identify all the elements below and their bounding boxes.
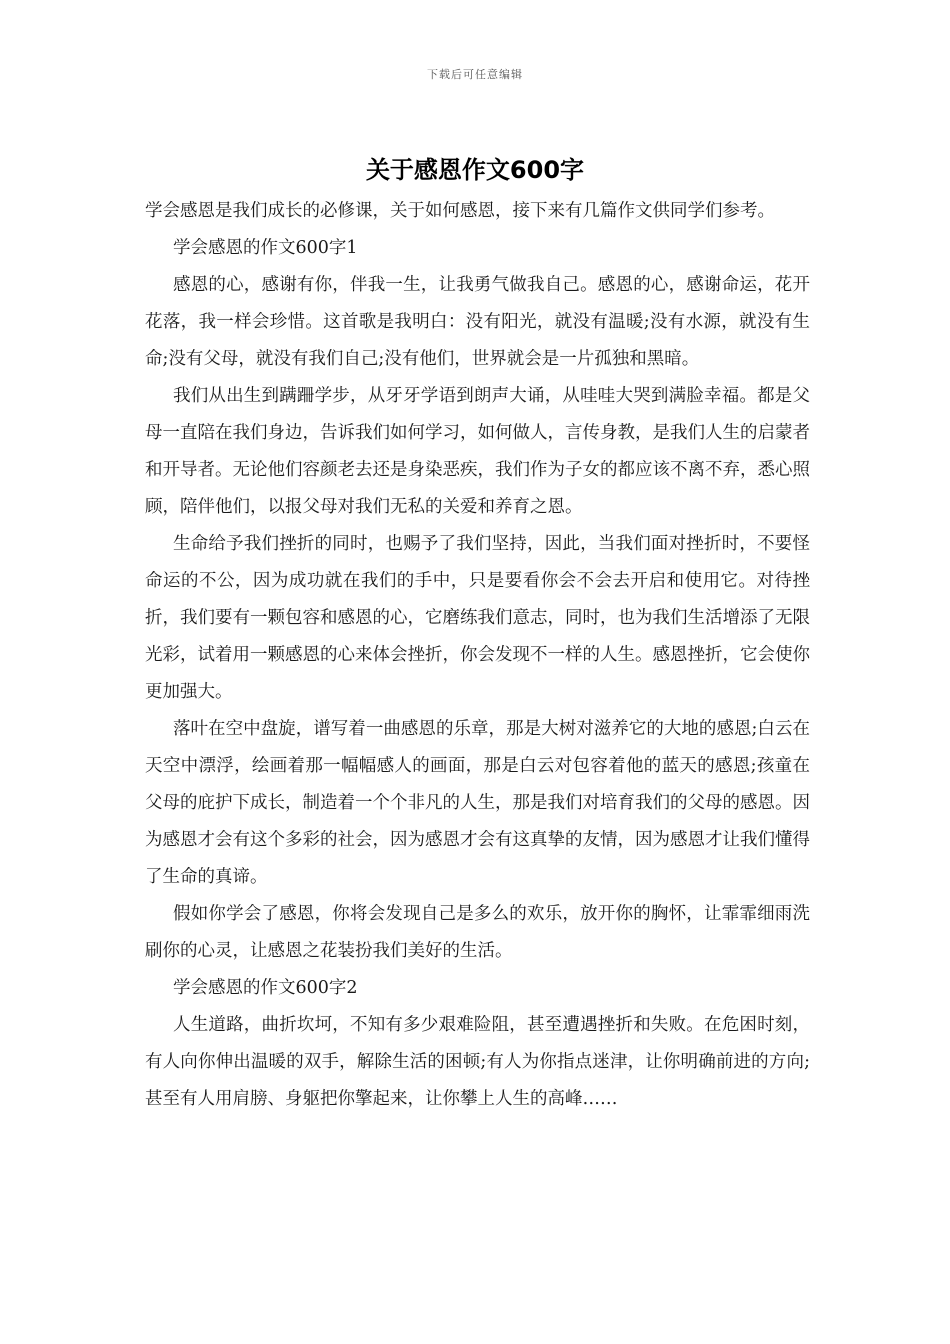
body-paragraph: 落叶在空中盘旋，谱写着一曲感恩的乐章，那是大树对滋养它的大地的感恩;白云在天空中漂浮，绘画着那一幅幅感人的画面，那是白云对包容着他的蓝天的感恩;孩童在父母的庇护下成长，制造着一个个非凡的人生，那是我们对培育我们的父母的感恩。因为感恩才会有这个多彩的社会，因为感恩才会有这真挚的友情，因为感恩才让我们懂得了生命的真谛。 xyxy=(145,719,810,887)
section-heading-2: 学会感恩的作文600字2 xyxy=(173,978,358,998)
body-paragraph: 人生道路，曲折坎坷，不知有多少艰难险阻，甚至遭遇挫折和失败。在危困时刻，有人向你伸出温暖的双手，解除生活的困顿;有人为你指点迷津，让你明确前进的方向;甚至有人用肩膀、身躯把你擎起来，让你攀上人生的高峰…… xyxy=(145,1015,810,1109)
body-paragraph: 感恩的心，感谢有你，伴我一生，让我勇气做我自己。感恩的心，感谢命运，花开花落，我一样会珍惜。这首歌是我明白：没有阳光，就没有温暖;没有水源，就没有生命;没有父母，就没有我们自己;没有他们，世界就会是一片孤独和黑暗。 xyxy=(145,275,810,369)
body-paragraph: 生命给予我们挫折的同时，也赐予了我们坚持，因此，当我们面对挫折时，不要怪命运的不公，因为成功就在我们的手中，只是要看你会不会去开启和使用它。对待挫折，我们要有一颗包容和感恩的心，它磨练我们意志，同时，也为我们生活增添了无限光彩，试着用一颗感恩的心来体会挫折，你会发现不一样的人生。感恩挫折，它会使你更加强大。 xyxy=(145,534,810,702)
page-header-note: 下载后可任意编辑 xyxy=(427,68,523,81)
intro-paragraph: 学会感恩是我们成长的必修课，关于如何感恩，接下来有几篇作文供同学们参考。 xyxy=(145,201,775,221)
document-title: 关于感恩作文600字 xyxy=(365,156,585,184)
section-heading-1: 学会感恩的作文600字1 xyxy=(173,238,358,258)
body-paragraph: 假如你学会了感恩，你将会发现自己是多么的欢乐，放开你的胸怀，让霏霏细雨洗刷你的心灵，让感恩之花装扮我们美好的生活。 xyxy=(145,904,810,961)
body-paragraph: 我们从出生到蹒跚学步，从牙牙学语到朗声大诵，从哇哇大哭到满脸幸福。都是父母一直陪在我们身边，告诉我们如何学习，如何做人，言传身教，是我们人生的启蒙者和开导者。无论他们容颜老去还是身染恶疾，我们作为子女的都应该不离不弃，悉心照顾，陪伴他们，以报父母对我们无私的关爱和养育之恩。 xyxy=(145,386,810,517)
document-body xyxy=(145,193,810,1118)
